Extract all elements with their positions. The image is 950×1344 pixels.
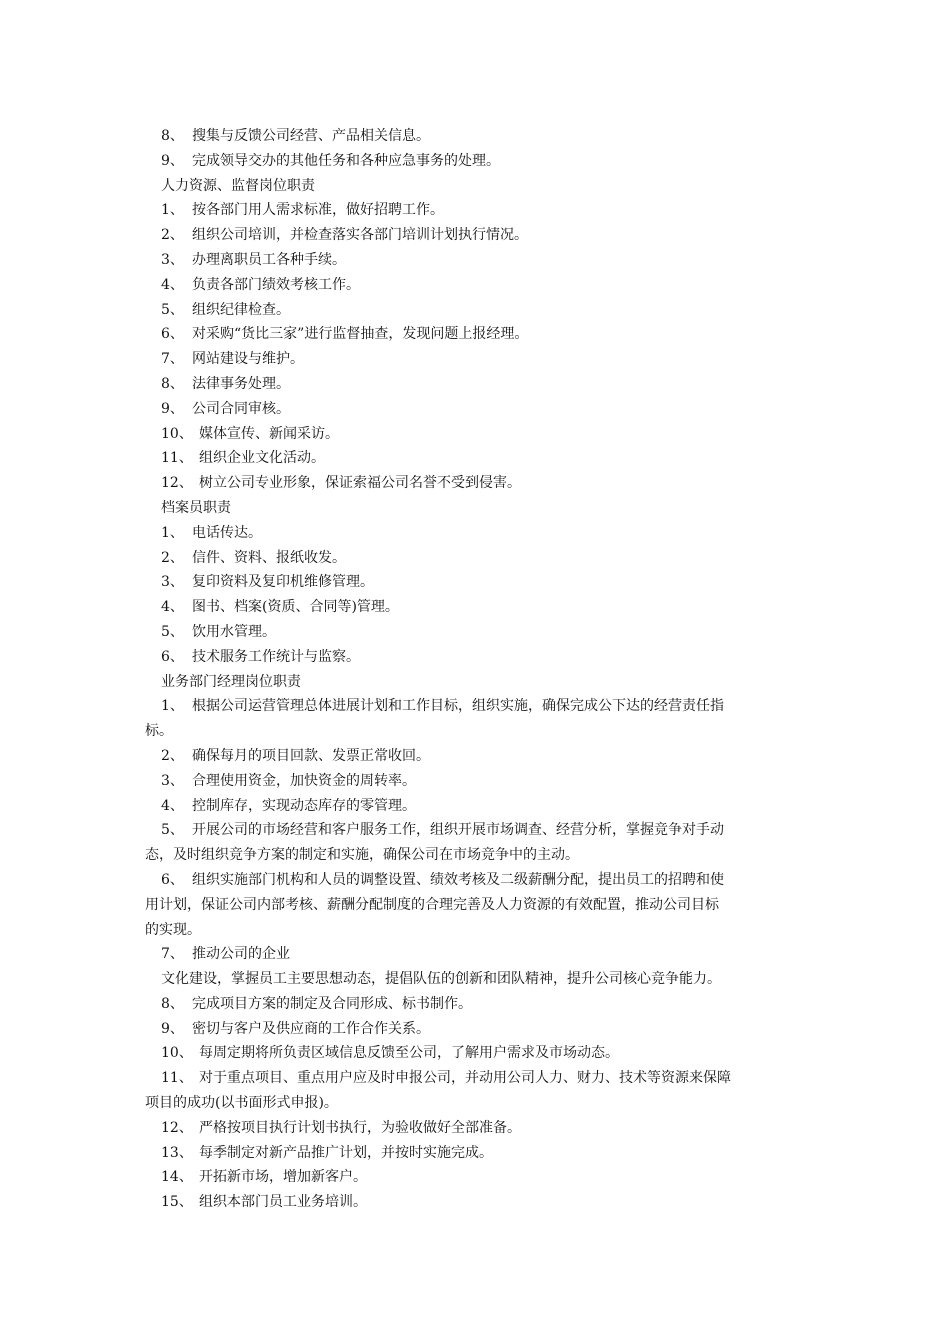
- list-item: [145, 446, 825, 471]
- item-text: 每周定期将所负责区域信息反馈至公司，了解用户需求及市场动态。: [199, 1045, 619, 1062]
- list-item: [145, 298, 825, 323]
- list-item: [145, 1165, 825, 1190]
- list-item: [145, 347, 825, 372]
- item-number: 14、: [161, 1169, 193, 1186]
- item-text: 开拓新市场，增加新客户。: [199, 1169, 367, 1186]
- list-item: [145, 1066, 825, 1091]
- item-text: 密切与客户及供应商的工作合作关系。: [192, 1020, 430, 1037]
- item-text: 组织纪律检查。: [192, 301, 290, 318]
- item-text: 按各部门用人需求标准，做好招聘工作。: [192, 202, 444, 219]
- item-number: 4、: [161, 797, 184, 814]
- item-text: 推动公司的企业: [192, 946, 290, 963]
- item-text: 负责各部门绩效考核工作。: [192, 276, 360, 293]
- list-item: [145, 1141, 825, 1166]
- item-number: 2、: [161, 747, 184, 764]
- list-item: [145, 149, 825, 174]
- item-text: 树立公司专业形象，保证索福公司名誉不受到侵害。: [199, 475, 521, 492]
- item-number: 7、: [161, 946, 184, 963]
- list-item: [145, 273, 825, 298]
- item-text: 网站建设与维护。: [192, 351, 304, 368]
- section-title: 人力资源、监督岗位职责: [161, 177, 315, 194]
- item-text: 完成领导交办的其他任务和各种应急事务的处理。: [192, 152, 500, 169]
- item-text: 组织公司培训，并检查落实各部门培训计划执行情况。: [192, 227, 528, 244]
- item-text: 根据公司运营管理总体进展计划和工作目标，组织实施，确保完成公下达的经营责任指: [192, 698, 724, 715]
- item-text: 组织本部门员工业务培训。: [199, 1194, 367, 1211]
- item-continuation: 项目的成功(以书面形式申报)。: [145, 1095, 338, 1112]
- item-number: 3、: [161, 574, 184, 591]
- item-number: 10、: [161, 425, 193, 442]
- list-item: [145, 645, 825, 670]
- list-item: [145, 818, 825, 843]
- item-text: 信件、资料、报纸收发。: [192, 549, 346, 566]
- item-text: 公司合同审核。: [192, 400, 290, 417]
- item-number: 12、: [161, 475, 193, 492]
- item-continuation: 用计划，保证公司内部考核、薪酬分配制度的合理完善及人力资源的有效配置，推动公司目标: [145, 896, 719, 913]
- item-number: 7、: [161, 351, 184, 368]
- list-item: [145, 521, 825, 546]
- item-text: 开展公司的市场经营和客户服务工作，组织开展市场调查、经营分析，掌握竞争对手动: [192, 822, 724, 839]
- item-number: 2、: [161, 227, 184, 244]
- list-item: [145, 1041, 825, 1066]
- list-item: [145, 620, 825, 645]
- list-item: [145, 471, 825, 496]
- item-continuation: 文化建设，掌握员工主要思想动态，提倡队伍的创新和团队精神，提升公司核心竞争能力。: [161, 971, 721, 988]
- item-number: 11、: [161, 1070, 193, 1087]
- list-item: [145, 570, 825, 595]
- item-number: 11、: [161, 450, 193, 467]
- item-number: 5、: [161, 822, 184, 839]
- list-item: [145, 322, 825, 347]
- document-page: [145, 124, 825, 1215]
- item-number: 8、: [161, 375, 184, 392]
- item-number: 4、: [161, 276, 184, 293]
- list-item: [145, 794, 825, 819]
- item-text: 完成项目方案的制定及合同形成、标书制作。: [192, 995, 472, 1012]
- list-item: [145, 546, 825, 571]
- item-text: 办理离职员工各种手续。: [192, 251, 346, 268]
- item-number: 1、: [161, 202, 184, 219]
- item-number: 10、: [161, 1045, 193, 1062]
- list-item: [145, 942, 825, 967]
- item-text: 控制库存，实现动态库存的零管理。: [192, 797, 416, 814]
- item-text: 复印资料及复印机维修管理。: [192, 574, 374, 591]
- list-item: [145, 422, 825, 447]
- item-text: 对采购“货比三家”进行监督抽查，发现问题上报经理。: [192, 326, 529, 343]
- item-text: 严格按项目执行计划书执行，为验收做好全部准备。: [199, 1119, 521, 1136]
- item-number: 8、: [161, 995, 184, 1012]
- item-text: 图书、档案(资质、合同等)管理。: [192, 599, 399, 616]
- list-item: [145, 372, 825, 397]
- item-number: 1、: [161, 524, 184, 541]
- item-text: 技术服务工作统计与监察。: [192, 648, 360, 665]
- list-item: [145, 397, 825, 422]
- item-text: 对于重点项目、重点用户应及时申报公司，并动用公司人力、财力、技术等资源来保障: [199, 1070, 731, 1087]
- item-continuation: 标。: [145, 723, 173, 740]
- list-item: [145, 248, 825, 273]
- item-text: 确保每月的项目回款、发票正常收回。: [192, 747, 430, 764]
- item-number: 12、: [161, 1119, 193, 1136]
- item-text: 饮用水管理。: [192, 623, 276, 640]
- list-item: [145, 992, 825, 1017]
- item-text: 搜集与反馈公司经营、产品相关信息。: [192, 128, 430, 144]
- list-item: [145, 769, 825, 794]
- item-text: 法律事务处理。: [192, 375, 290, 392]
- item-text: 合理使用资金，加快资金的周转率。: [192, 772, 416, 789]
- section-title: 档案员职责: [161, 499, 231, 516]
- list-item: [145, 124, 825, 149]
- item-number: 6、: [161, 871, 184, 888]
- item-text: 组织企业文化活动。: [199, 450, 325, 467]
- item-number: 3、: [161, 772, 184, 789]
- section-title: 业务部门经理岗位职责: [161, 673, 301, 690]
- list-item: [145, 694, 825, 719]
- item-text: 媒体宣传、新闻采访。: [199, 425, 339, 442]
- list-item: [145, 744, 825, 769]
- list-item: [145, 1116, 825, 1141]
- item-text: 电话传达。: [192, 524, 262, 541]
- list-item: [145, 198, 825, 223]
- item-number: 9、: [161, 400, 184, 417]
- item-number: 1、: [161, 698, 184, 715]
- list-item: [145, 1017, 825, 1042]
- item-number: 8、: [161, 128, 184, 144]
- list-item: [145, 595, 825, 620]
- item-continuation: 态，及时组织竞争方案的制定和实施，确保公司在市场竞争中的主动。: [145, 847, 579, 864]
- list-item: [145, 223, 825, 248]
- item-number: 9、: [161, 1020, 184, 1037]
- item-text: 组织实施部门机构和人员的调整设置、绩效考核及二级薪酬分配，提出员工的招聘和使: [192, 871, 724, 888]
- item-number: 15、: [161, 1194, 193, 1211]
- item-number: 3、: [161, 251, 184, 268]
- item-number: 9、: [161, 152, 184, 169]
- item-number: 5、: [161, 623, 184, 640]
- item-number: 13、: [161, 1144, 193, 1161]
- item-number: 5、: [161, 301, 184, 318]
- item-text: 每季制定对新产品推广计划，并按时实施完成。: [199, 1144, 493, 1161]
- item-number: 2、: [161, 549, 184, 566]
- item-number: 6、: [161, 326, 184, 343]
- list-item: [145, 1190, 825, 1215]
- list-item: [145, 868, 825, 893]
- item-continuation: 的实现。: [145, 921, 201, 938]
- item-number: 4、: [161, 599, 184, 616]
- item-number: 6、: [161, 648, 184, 665]
